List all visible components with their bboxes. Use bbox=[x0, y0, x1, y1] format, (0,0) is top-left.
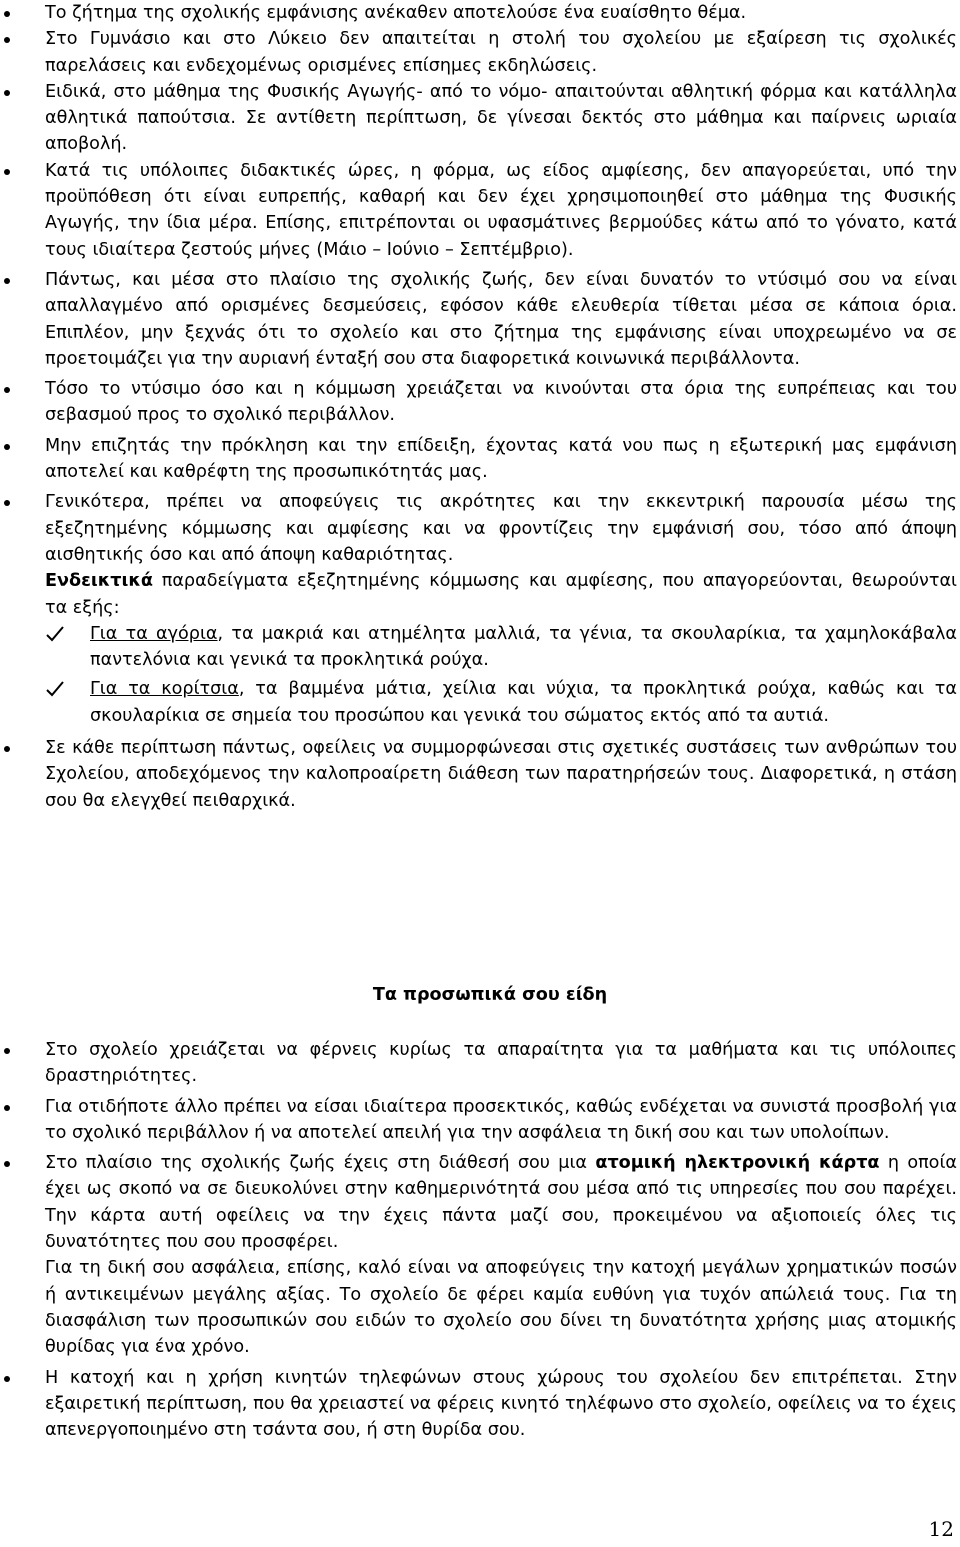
list-item: Πάντως, και μέσα στο πλαίσιο της σχολικής ζωής, δεν είναι δυνατόν το ντύσιμό σου να είναι απαλλαγμένο από ορισμένες δεσμεύσεις, εφόσον κάθε ελευθερία τίθεται μέσα σε κάποια όρια. Επιπλέον, μην ξεχνάς ότι το σχολείο και στο ζήτημα της εμφάνισης είναι υποχρεωμένο να σε προετοιμάζει για την αυριανή ένταξή σου στα διαφορετικά κοινωνικά περιβάλλοντα. bbox=[0, 267, 960, 372]
list-item: Ειδικά, στο μάθημα της Φυσικής Αγωγής- από το νόμο- απαιτούνται αθλητική φόρμα και κατάλληλα αθλητικά παπούτσια. Σε αντίθετη περίπτωση, δε γίνεσαι δεκτός στο μάθημα και παίρνεις ωριαία αποβολή. bbox=[0, 79, 960, 158]
list-item: Στο πλαίσιο της σχολικής ζωής έχεις στη διάθεσή σου μια ατομική ηλεκτρονική κάρτα η οποία έχει ως σκοπό να σε διευκολύνει στην καθημερινότητά σου μέσα από τις υπηρεσίες που σου παρέχει. Την κάρτα αυτή οφείλεις να την έχεις πάντα μαζί σου, προκειμένου να αξιοποιείς όλες τις δυνατότητες που σου προσφέρει. Για τη δική σου ασφάλεια, επίσης, καλό είναι να αποφεύγεις την κατοχή μεγάλων χρηματικών ποσών ή αντικειμένων μεγάλης αξίας. Το σχολείο δε φέρει καμία ευθύνη για τυχόν απώλειά τους. Για τη διασφάλιση των προσωπικών σου ειδών το σχολείο σου δίνει τη δυνατότητα χρήσης μιας ατομικής θυρίδας για ένα χρόνο. bbox=[0, 1150, 960, 1360]
list-item: Τόσο το ντύσιμο όσο και η κόμμωση χρειάζεται να κινούνται στα όρια της ευπρέπειας και του σεβασμού προς το σχολικό περιβάλλον. bbox=[0, 376, 960, 429]
examples-intro: Ενδεικτικά παραδείγματα εξεζητημένης κόμμωσης και αμφίεσης, που απαγορεύονται, θεωρούνται τα εξής: bbox=[45, 571, 957, 618]
list-item: Μην επιζητάς την πρόκληση και την επίδειξη, έχοντας κατά νου πως η εξωτερική μας εμφάνιση αποτελεί και καθρέφτη της προσωπικότητάς μας. bbox=[0, 433, 960, 486]
list-item: Για οτιδήποτε άλλο πρέπει να είσαι ιδιαίτερα προσεκτικός, καθώς ενδέχεται να συνιστά προσβολή για το σχολικό περιβάλλον ή να αποτελεί απειλή για την ασφάλεια τη δική σου και των υπολοίπων. bbox=[0, 1094, 960, 1147]
list-item: Στο σχολείο χρειάζεται να φέρνεις κυρίως τα απαραίτητα για τα μαθήματα και τις υπόλοιπες δραστηριότητες. bbox=[0, 1037, 960, 1090]
personal-items-list bbox=[0, 1037, 960, 1443]
section-heading: Τα προσωπικά σου είδη bbox=[372, 985, 608, 1005]
list-item: Η κατοχή και η χρήση κινητών τηλεφώνων στους χώρους του σχολείου δεν επιτρέπεται. Στην εξαιρετική περίπτωση, που θα χρειαστεί να φέρεις κινητό τηλέφωνο στο σχολείο, οφείλεις να το έχεις απενεργοποιημένο στη τσάντα σου, ή στη θυρίδα σου. bbox=[0, 1365, 960, 1444]
list-item: Στο Γυμνάσιο και στο Λύκειο δεν απαιτείται η στολή του σχολείου με εξαίρεση τις σχολικές παρελάσεις και ενδεχομένως ορισμένες επίσημες εκδηλώσεις. bbox=[0, 26, 960, 79]
check-item-girls: Για τα κορίτσια, τα βαμμένα μάτια, χείλια και νύχια, τα προκλητικά ρούχα, καθώς και τα σκουλαρίκια σε σημεία του προσώπου και γενικά του σώματος εκτός από τα αυτιά. bbox=[0, 676, 960, 729]
checkmark-icon bbox=[45, 676, 69, 698]
list-item: Σε κάθε περίπτωση πάντως, οφείλεις να συμμορφώνεσαι στις σχετικές συστάσεις των ανθρώπων του Σχολείου, αποδεχόμενος την καλοπροαίρετη διάθεση των παρατηρήσεών τους. Διαφορετικά, η στάση σου θα ελεγχθεί πειθαρχικά. bbox=[0, 735, 960, 814]
page-number: 12 bbox=[928, 1517, 954, 1541]
list-item: Κατά τις υπόλοιπες διδακτικές ώρες, η φόρμα, ως είδος αμφίεσης, δεν απαγορεύεται, υπό την προϋπόθεση ότι είναι ευπρεπής, καθαρή και δεν έχει χρησιμοποιηθεί στο μάθημα της Φυσικής Αγωγής, την ίδια μέρα. Επίσης, επιτρέπονται οι υφασμάτινες βερμούδες κάτω από το γόνατο, κατά τους ιδιαίτερα ζεστούς μήνες (Μάιο – Ιούνιο – Σεπτέμβριο). bbox=[0, 158, 960, 263]
list-item: Γενικότερα, πρέπει να αποφεύγεις τις ακρότητες και την εκκεντρική παρουσία μέσω της εξεζητημένης κόμμωσης και αμφίεσης και να φροντίζεις την εμφάνισή σου, τόσο από άποψη αισθητικής όσο και από άποψη καθαριότητας. Ενδεικτικά παραδείγματα εξεζητημένης κόμμωσης και αμφίεσης, που απαγορεύονται, θεωρούνται τα εξής: bbox=[0, 489, 960, 620]
list-item: Το ζήτημα της σχολικής εμφάνισης ανέκαθεν αποτελούσε ένα ευαίσθητο θέμα. bbox=[0, 0, 960, 26]
checkmark-icon bbox=[45, 621, 69, 643]
check-item-boys: Για τα αγόρια, τα μακριά και ατημέλητα μαλλιά, τα γένια, τα σκουλαρίκια, τα χαμηλοκάβαλα παντελόνια και γενικά τα προκλητικά ρούχα. bbox=[0, 621, 960, 674]
